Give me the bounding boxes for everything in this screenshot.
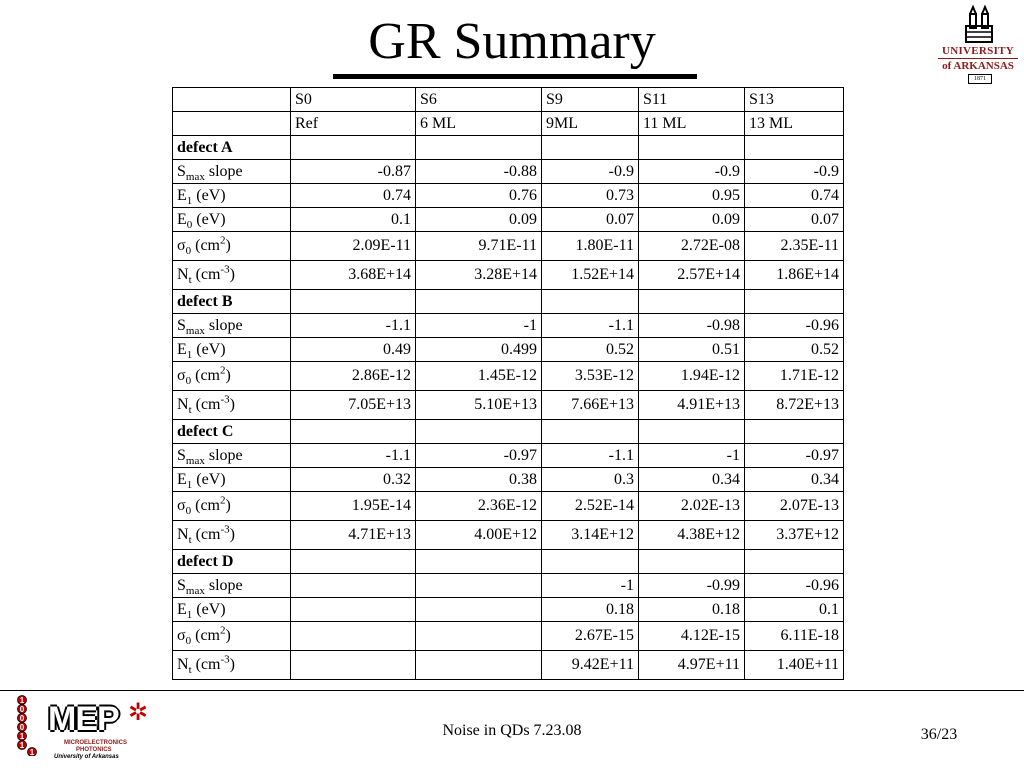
value-cell: 2.02E-13 <box>639 492 745 521</box>
empty-cell <box>639 290 745 314</box>
value-cell: -0.99 <box>639 574 745 598</box>
value-cell: 6.11E-18 <box>745 622 844 651</box>
value-cell: -0.97 <box>745 444 844 468</box>
star-icon: ✲ <box>128 698 149 726</box>
value-cell: -0.87 <box>291 160 416 184</box>
value-cell: 1.86E+14 <box>745 261 844 290</box>
value-cell: 0.1 <box>291 208 416 232</box>
header-cell-s11: S11 <box>639 88 745 112</box>
university-of-arkansas-logo <box>934 4 1022 84</box>
table-body <box>173 88 844 680</box>
value-cell: 3.68E+14 <box>291 261 416 290</box>
empty-cell <box>291 136 416 160</box>
value-cell: 0.95 <box>639 184 745 208</box>
arkansas-wordmark: of ARKANSAS <box>942 60 1014 72</box>
value-cell: 2.35E-11 <box>745 232 844 261</box>
section-label: defect C <box>173 420 291 444</box>
row-label-smax-slope: $S_{max}$ slope <box>173 160 291 184</box>
header-cell-s0: S0 <box>291 88 416 112</box>
value-cell <box>291 622 416 651</box>
row-label-sigma0: $\sigma_0$ $(cm^2)$ <box>173 492 291 521</box>
table-row <box>173 314 844 338</box>
empty-cell <box>291 290 416 314</box>
value-cell: 7.05E+13 <box>291 391 416 420</box>
section-label: defect B <box>173 290 291 314</box>
value-cell: 0.499 <box>416 338 542 362</box>
value-cell: 0.34 <box>639 468 745 492</box>
value-cell: 2.57E+14 <box>639 261 745 290</box>
table-row <box>173 468 844 492</box>
value-cell: 0.1 <box>745 598 844 622</box>
table-row <box>173 444 844 468</box>
section-row <box>173 136 844 160</box>
table-row <box>173 261 844 290</box>
value-cell: 5.10E+13 <box>416 391 542 420</box>
value-cell: -0.9 <box>542 160 639 184</box>
value-cell: -0.88 <box>416 160 542 184</box>
empty-cell <box>291 550 416 574</box>
header-cell <box>173 88 291 112</box>
row-label-e0: $E_0$ (eV) <box>173 208 291 232</box>
value-cell: 2.07E-13 <box>745 492 844 521</box>
value-cell: 0.51 <box>639 338 745 362</box>
value-cell <box>291 574 416 598</box>
header-row <box>173 88 844 112</box>
value-cell: 1.52E+14 <box>542 261 639 290</box>
page-number: 36/23 <box>920 726 958 743</box>
table-row <box>173 598 844 622</box>
value-cell: 8.72E+13 <box>745 391 844 420</box>
subheader-cell-s6: 6 ML <box>416 112 542 136</box>
table-row <box>173 622 844 651</box>
value-cell: 0.32 <box>291 468 416 492</box>
empty-cell <box>639 420 745 444</box>
footer-divider <box>0 690 1024 691</box>
gr-summary-table <box>172 87 844 680</box>
subheader-cell-s0: Ref <box>291 112 416 136</box>
logo-divider <box>938 58 1018 59</box>
value-cell: 9.71E-11 <box>416 232 542 261</box>
value-cell: 2.86E-12 <box>291 362 416 391</box>
binary-digit: 1 <box>19 696 25 705</box>
empty-cell <box>542 290 639 314</box>
empty-cell <box>291 420 416 444</box>
title-underline <box>333 74 697 79</box>
value-cell: -1 <box>542 574 639 598</box>
value-cell: 4.71E+13 <box>291 521 416 550</box>
slide-title: GR Summary <box>368 13 656 70</box>
value-cell: 2.72E-08 <box>639 232 745 261</box>
value-cell: 4.00E+12 <box>416 521 542 550</box>
table-row <box>173 651 844 680</box>
value-cell: 0.09 <box>639 208 745 232</box>
section-row <box>173 290 844 314</box>
empty-cell <box>542 420 639 444</box>
value-cell: 0.74 <box>291 184 416 208</box>
row-label-nt: $N_t$ $(cm^{-3})$ <box>173 651 291 680</box>
value-cell: 3.37E+12 <box>745 521 844 550</box>
header-cell-s9: S9 <box>542 88 639 112</box>
value-cell <box>416 651 542 680</box>
value-cell: 2.67E-15 <box>542 622 639 651</box>
table-row <box>173 338 844 362</box>
table-row <box>173 232 844 261</box>
section-row <box>173 420 844 444</box>
value-cell: 2.36E-12 <box>416 492 542 521</box>
row-label-sigma0: $\sigma_0$ $(cm^2)$ <box>173 232 291 261</box>
row-label-e1: $E_1$ (eV) <box>173 184 291 208</box>
table-row <box>173 492 844 521</box>
section-label: defect D <box>173 550 291 574</box>
empty-cell <box>416 420 542 444</box>
value-cell <box>416 574 542 598</box>
table-row <box>173 574 844 598</box>
table-row <box>173 521 844 550</box>
row-label-e1: $E_1$ (eV) <box>173 598 291 622</box>
binary-digit: 1 <box>19 732 25 741</box>
table-row <box>173 391 844 420</box>
value-cell: -0.9 <box>639 160 745 184</box>
value-cell: 0.74 <box>745 184 844 208</box>
subheader-row <box>173 112 844 136</box>
empty-cell <box>416 550 542 574</box>
empty-cell <box>639 550 745 574</box>
university-wordmark: UNIVERSITY <box>941 45 1015 57</box>
row-label-e1: $E_1$ (eV) <box>173 338 291 362</box>
value-cell: -1.1 <box>542 314 639 338</box>
row-label-nt: $N_t$ $(cm^{-3})$ <box>173 261 291 290</box>
value-cell: 0.18 <box>639 598 745 622</box>
empty-cell <box>745 136 844 160</box>
value-cell: 4.38E+12 <box>639 521 745 550</box>
value-cell: 0.3 <box>542 468 639 492</box>
subheader-cell-s13: 13 ML <box>745 112 844 136</box>
value-cell: -1 <box>416 314 542 338</box>
binary-digit: 1 <box>29 748 35 756</box>
value-cell: 0.07 <box>542 208 639 232</box>
row-label-smax-slope: $S_{max}$ slope <box>173 574 291 598</box>
mep-line-microelectronics: MICROELECTRONICS <box>64 740 127 746</box>
value-cell: 2.09E-11 <box>291 232 416 261</box>
value-cell: 1.94E-12 <box>639 362 745 391</box>
value-cell: 1.45E-12 <box>416 362 542 391</box>
row-label-nt: $N_t$ $(cm^{-3})$ <box>173 391 291 420</box>
value-cell: 0.76 <box>416 184 542 208</box>
empty-cell <box>745 550 844 574</box>
section-label: defect A <box>173 136 291 160</box>
value-cell <box>291 651 416 680</box>
value-cell: -1.1 <box>291 314 416 338</box>
value-cell: 0.07 <box>745 208 844 232</box>
value-cell: 3.53E-12 <box>542 362 639 391</box>
value-cell: 3.14E+12 <box>542 521 639 550</box>
value-cell: 0.52 <box>745 338 844 362</box>
value-cell: 7.66E+13 <box>542 391 639 420</box>
value-cell: 4.97E+11 <box>639 651 745 680</box>
value-cell: 1.80E-11 <box>542 232 639 261</box>
value-cell: 1.95E-14 <box>291 492 416 521</box>
value-cell: -0.97 <box>416 444 542 468</box>
value-cell: 0.73 <box>542 184 639 208</box>
value-cell: -0.96 <box>745 574 844 598</box>
row-label-sigma0: $\sigma_0$ $(cm^2)$ <box>173 622 291 651</box>
subheader-cell-s11: 11 ML <box>639 112 745 136</box>
mep-wordmark: MEP <box>48 700 119 738</box>
value-cell <box>291 598 416 622</box>
row-label-sigma0: $\sigma_0$ $(cm^2)$ <box>173 362 291 391</box>
table-row <box>173 160 844 184</box>
section-row <box>173 550 844 574</box>
empty-cell <box>542 550 639 574</box>
value-cell <box>416 622 542 651</box>
mep-line-photonics: PHOTONICS <box>76 747 112 753</box>
empty-cell <box>416 136 542 160</box>
table-row <box>173 362 844 391</box>
value-cell: 0.49 <box>291 338 416 362</box>
value-cell: 3.28E+14 <box>416 261 542 290</box>
value-cell: 4.91E+13 <box>639 391 745 420</box>
subheader-cell <box>173 112 291 136</box>
value-cell: 4.12E-15 <box>639 622 745 651</box>
empty-cell <box>745 420 844 444</box>
value-cell: 1.71E-12 <box>745 362 844 391</box>
value-cell: 0.34 <box>745 468 844 492</box>
value-cell: 2.52E-14 <box>542 492 639 521</box>
value-cell: 9.42E+11 <box>542 651 639 680</box>
empty-cell <box>416 290 542 314</box>
footer-text: Noise in QDs 7.23.08 <box>442 722 582 739</box>
binary-digit: 1 <box>19 741 25 750</box>
value-cell: 1.40E+11 <box>745 651 844 680</box>
value-cell: -1.1 <box>291 444 416 468</box>
row-label-smax-slope: $S_{max}$ slope <box>173 444 291 468</box>
old-main-crest-icon <box>962 4 996 44</box>
value-cell: 0.09 <box>416 208 542 232</box>
value-cell: 0.52 <box>542 338 639 362</box>
founding-year: 1871 <box>968 74 992 84</box>
empty-cell <box>542 136 639 160</box>
row-label-smax-slope: $S_{max}$ slope <box>173 314 291 338</box>
table-row <box>173 184 844 208</box>
empty-cell <box>639 136 745 160</box>
value-cell: -1 <box>639 444 745 468</box>
row-label-e1: $E_1$ (eV) <box>173 468 291 492</box>
value-cell: 0.38 <box>416 468 542 492</box>
header-cell-s13: S13 <box>745 88 844 112</box>
table-row <box>173 208 844 232</box>
binary-digit: 0 <box>19 714 25 723</box>
empty-cell <box>745 290 844 314</box>
row-label-nt: $N_t$ $(cm^{-3})$ <box>173 521 291 550</box>
value-cell: -0.98 <box>639 314 745 338</box>
binary-digit: 0 <box>19 723 25 732</box>
header-cell-s6: S6 <box>416 88 542 112</box>
mep-line-university: University of Arkansas <box>54 754 119 760</box>
subheader-cell-s9: 9ML <box>542 112 639 136</box>
value-cell: -0.9 <box>745 160 844 184</box>
value-cell: -0.96 <box>745 314 844 338</box>
binary-digit: 0 <box>19 705 25 714</box>
value-cell: 0.18 <box>542 598 639 622</box>
value-cell <box>416 598 542 622</box>
value-cell: -1.1 <box>542 444 639 468</box>
